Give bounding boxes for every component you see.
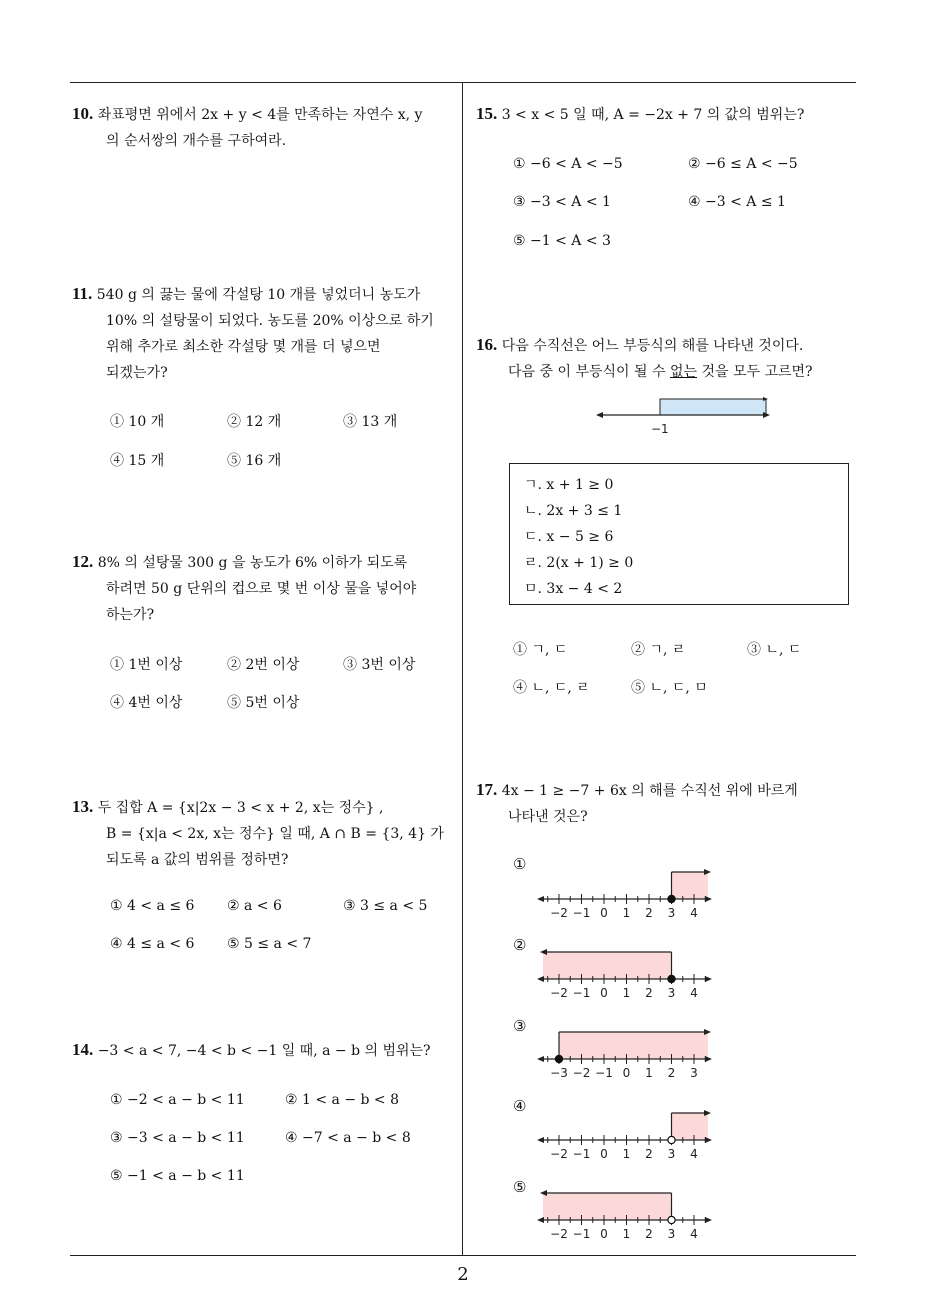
option-marker[interactable]: ① [513,855,527,873]
tick-label: 1 [622,986,631,1000]
axis-arrow-left [596,412,603,418]
answer-option[interactable]: ④ −7 < a − b < 8 [285,1130,411,1146]
answer-option[interactable]: ① 1번 이상 [110,657,183,673]
tick-label: 0 [622,1066,631,1080]
answer-option[interactable]: ⑤ −1 < A < 3 [513,233,611,249]
question-text: 4x − 1 ≥ −7 + 6x 의 해를 수직선 위에 바르게 [501,783,798,799]
tick-label: 0 [600,1227,608,1241]
axis-arrow-right [705,1137,712,1143]
question-number: 13. [72,797,94,816]
answer-option[interactable]: ③ 3 ≤ a < 5 [343,898,428,914]
shade-arrow [540,949,547,955]
tick-label: 4 [690,1227,698,1241]
axis-arrow-left [537,896,544,902]
question-text: 의 순서쌍의 개수를 구하여라. [106,133,287,149]
tick-label: 3 [667,1147,676,1161]
option-marker[interactable]: ③ [513,1017,527,1035]
open-point [668,1136,675,1143]
tick-label: −2 [550,906,568,920]
tick-label: −1 [572,1227,591,1241]
solution-shade [543,1193,672,1220]
answer-option[interactable]: ⑤ 5번 이상 [227,695,300,711]
question-text: 8% 의 설탕물 300 g 을 농도가 6% 이하가 되도록 [97,555,408,571]
question-number: 10. [72,104,94,123]
solution-shade [672,872,709,899]
solution-shade [660,399,766,415]
axis-arrow-left [537,1137,544,1143]
question-number: 12. [72,552,94,571]
answer-option[interactable]: ④ 4 ≤ a < 6 [110,936,195,952]
question-number: 15. [476,104,498,123]
answer-option[interactable]: ③ ㄴ, ㄷ [747,642,802,658]
question-text: −3 < a < 7, −4 < b < −1 일 때, a − b 의 범위는? [97,1043,431,1059]
box-item: ㄱ. x + 1 ≥ 0 [524,477,614,493]
question-text: 10% 의 설탕물이 되었다. 농도를 20% 이상으로 하기 [106,313,434,329]
box-item: ㄹ. 2(x + 1) ≥ 0 [524,555,634,571]
underlined-word: 없는 [669,364,698,380]
tick-label: 4 [690,986,698,1000]
question-number: 16. [476,335,498,354]
question-text: 3 < x < 5 일 때, A = −2x + 7 의 값의 범위는? [501,107,805,123]
question-10 [72,101,422,154]
axis-arrow-right [705,976,712,982]
question-14 [72,1037,431,1064]
axis-arrow-left [537,976,544,982]
answer-option[interactable]: ③ −3 < a − b < 11 [110,1130,245,1146]
solution-shade [672,1113,709,1140]
question-text: 되겠는가? [106,365,168,381]
shade-arrow [540,1190,547,1196]
question-13 [72,794,444,873]
answer-option[interactable]: ① 4 < a ≤ 6 [110,898,195,914]
tick-label: 1 [622,1227,631,1241]
bottom-rule [70,1255,856,1256]
answer-option[interactable]: ⑤ −1 < a − b < 11 [110,1168,245,1184]
question-16 [476,332,813,385]
answer-option[interactable]: ③ 13 개 [343,414,398,430]
tick-label: 1 [622,906,631,920]
answer-option[interactable]: ② ㄱ, ㄹ [631,642,686,658]
axis-arrow-right [705,1217,712,1223]
question-text: B = {x|a < 2x, x는 정수} 일 때, A ∩ B = {3, 4} 가 [106,826,444,842]
tick-label: 3 [667,906,676,920]
tick-label: −1 [651,422,669,436]
box-item: ㅁ. 3x − 4 < 2 [524,581,623,597]
tick-label: −1 [572,1147,591,1161]
answer-option[interactable]: ④ ㄴ, ㄷ, ㄹ [513,680,590,696]
question-text: 두 집합 A = {x|2x − 3 < x + 2, x는 정수} , [97,800,384,816]
axis-arrow-right [705,1056,712,1062]
solution-shade [543,952,672,979]
question-number: 14. [72,1040,94,1059]
answer-option[interactable]: ② −6 ≤ A < −5 [688,156,798,172]
question-number: 11. [72,284,93,303]
answer-option[interactable]: ⑤ 16 개 [227,453,282,469]
answer-option[interactable]: ⑤ 5 ≤ a < 7 [227,936,312,952]
tick-label: 2 [645,986,653,1000]
tick-label: 3 [690,1066,698,1080]
answer-option[interactable]: ② 1 < a − b < 8 [285,1092,400,1108]
tick-label: 4 [690,1147,698,1161]
tick-label: 2 [667,1066,676,1080]
option-marker[interactable]: ④ [513,1097,527,1115]
answer-option[interactable]: ① −2 < a − b < 11 [110,1092,245,1108]
answer-option[interactable]: ② 12 개 [227,414,282,430]
tick-label: −1 [572,906,591,920]
question-text: 되도록 a 값의 범위를 정하면? [106,852,289,868]
condition-box [509,463,849,605]
question-text: 좌표평면 위에서 2x + y < 4를 만족하는 자연수 x, y [97,107,423,123]
tick-label: 1 [622,1147,631,1161]
tick-label: 4 [690,906,698,920]
question-text: 540 g 의 끓는 물에 각설탕 10 개를 넣었더니 농도가 [96,287,421,303]
answer-option[interactable]: ① −6 < A < −5 [513,156,623,172]
answer-option[interactable]: ② 2번 이상 [227,657,300,673]
column-divider [462,82,463,1256]
answer-option[interactable]: ④ −3 < A ≤ 1 [688,194,786,210]
axis-arrow-left [537,1217,544,1223]
tick-label: −2 [550,1227,568,1241]
question-text [476,359,813,385]
answer-option[interactable]: ① 10 개 [110,414,165,430]
question-text: 나타낸 것은? [508,809,588,825]
box-item: ㄷ. x − 5 ≥ 6 [524,529,614,545]
closed-point [555,1055,562,1062]
tick-label: 2 [645,1147,653,1161]
tick-label: 0 [600,906,608,920]
tick-label: 3 [667,986,676,1000]
question-text-post: 것을 모두 고르면? [697,364,813,380]
answer-option[interactable]: ③ 3번 이상 [343,657,416,673]
shade-arrow [704,869,711,875]
axis-arrow-right [705,896,712,902]
page-number: 2 [457,1264,469,1285]
tick-label: 1 [645,1066,653,1080]
question-15 [476,101,804,128]
option-marker[interactable]: ⑤ [513,1178,527,1196]
tick-label: −1 [595,1066,613,1080]
answer-option[interactable]: ④ 4번 이상 [110,695,183,711]
shade-arrow [704,1029,711,1035]
question-12 [72,549,416,628]
tick-label: 0 [600,1147,608,1161]
tick-label: −3 [550,1066,568,1080]
answer-option[interactable]: ① ㄱ, ㄷ [513,642,568,658]
option-marker[interactable]: ② [513,936,527,954]
top-rule [70,82,856,83]
answer-option[interactable]: ② a < 6 [227,898,282,914]
box-item: ㄴ. 2x + 3 ≤ 1 [524,503,623,519]
closed-point [668,975,675,982]
question-17 [476,777,798,830]
question-text-pre: 다음 중 이 부등식이 될 수 [508,364,670,380]
tick-label: −2 [550,1147,568,1161]
solution-shade [559,1032,708,1059]
question-text: 하려면 50 g 단위의 컵으로 몇 번 이상 물을 넣어야 [106,581,417,597]
tick-label: −2 [550,986,568,1000]
tick-label: 0 [600,986,608,1000]
answer-option[interactable]: ③ −3 < A < 1 [513,194,611,210]
question-text: 위해 추가로 최소한 각설탕 몇 개를 더 넣으면 [106,339,381,355]
tick-label: 2 [645,1227,653,1241]
answer-option[interactable]: ⑤ ㄴ, ㄷ, ㅁ [631,680,708,696]
closed-point [668,895,675,902]
tick-label: −2 [572,1066,591,1080]
tick-label: 3 [667,1227,676,1241]
shade-arrow [704,1110,711,1116]
shade-arrow [763,397,768,401]
axis-arrow-right [763,412,770,418]
tick-label: −1 [572,986,591,1000]
tick-label: 2 [645,906,653,920]
question-text: 다음 수직선은 어느 부등식의 해를 나타낸 것이다. [501,338,804,354]
open-point [668,1216,675,1223]
question-11 [72,281,434,386]
axis-arrow-left [537,1056,544,1062]
question-text: 하는가? [106,607,155,623]
answer-option[interactable]: ④ 15 개 [110,453,165,469]
question-number: 17. [476,780,498,799]
